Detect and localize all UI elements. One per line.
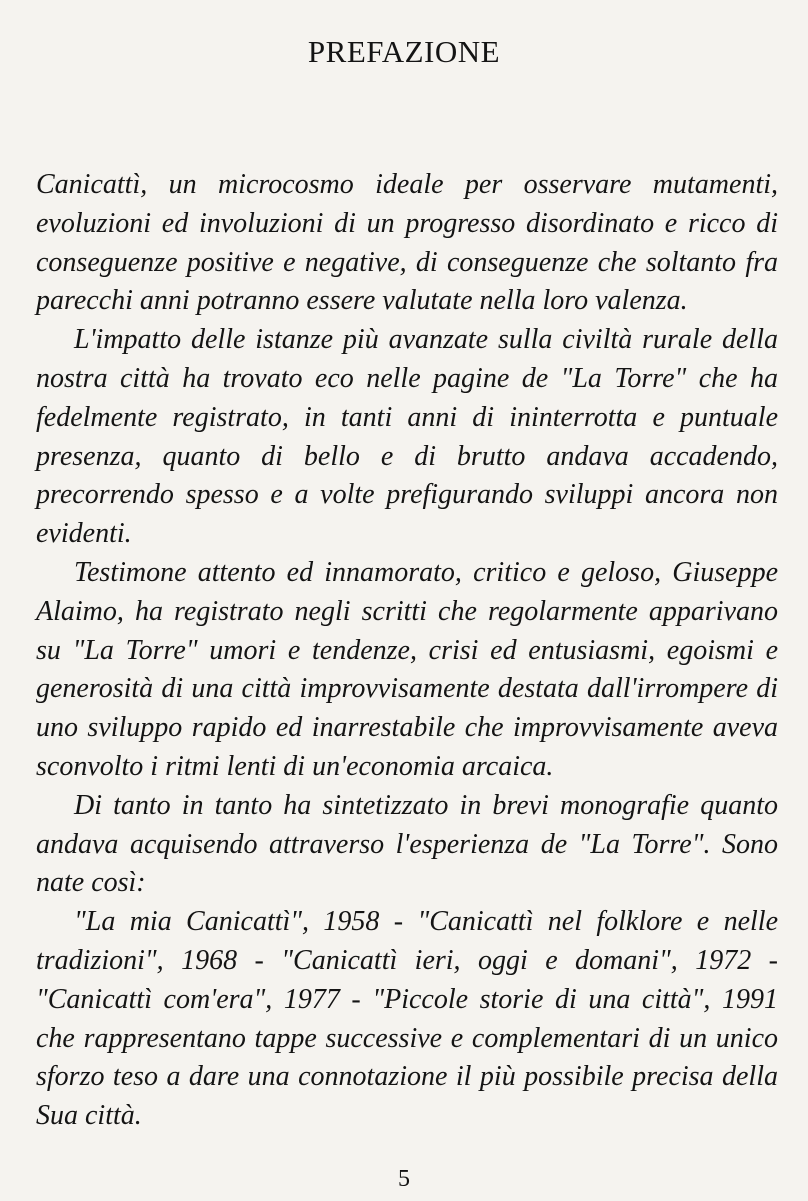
page-title: PREFAZIONE [307, 34, 501, 69]
page-number: 5 [398, 1166, 410, 1192]
preface-body [36, 166, 778, 1136]
paragraph-5: "La mia Canicattì", 1958 - "Canicattì nel folklore e nelle tradizioni", 1968 - "Canicattì ieri, oggi e domani", 1972 - "Canicattì com'era", 1977 - "Piccole storie di una città", 1991 che rappresentano tappe successive e complementari di un unico sforzo teso a dare una connotazione il più possibile precisa della Sua città. [36, 906, 778, 1132]
paragraph-4: Di tanto in tanto ha sintetizzato in brevi monografie quanto andava acquisendo attraverso l'esperienza de "La Torre". Sono nate così: [36, 789, 778, 899]
paragraph-3: Testimone attento ed innamorato, critico e geloso, Giuseppe Alaimo, ha registrato negli scritti che regolarmente apparivano su "La Torre" umori e tendenze, crisi ed entusiasmi, egoismi e generosità di una città improvvisamente destata dall'irrompere di uno sviluppo rapido ed inarrestabile che improvvisamente aveva sconvolto i ritmi lenti di un'economia arcaica. [36, 556, 778, 782]
paragraph-1: Canicattì, un microcosmo ideale per osservare mutamenti, evoluzioni ed involuzioni di un progresso disordinato e ricco di conseguenze positive e negative, di conseguenze che soltanto fra parecchi anni potranno essere valutate nella loro valenza. [36, 169, 778, 317]
paragraph-2: L'impatto delle istanze più avanzate sulla civiltà rurale della nostra città ha trovato eco nelle pagine de "La Torre" che ha fedelmente registrato, in tanti anni di ininterrotta e puntuale presenza, quanto di bello e di brutto andava accadendo, precorrendo spesso e a volte prefigurando sviluppi ancora non evidenti. [36, 324, 778, 550]
